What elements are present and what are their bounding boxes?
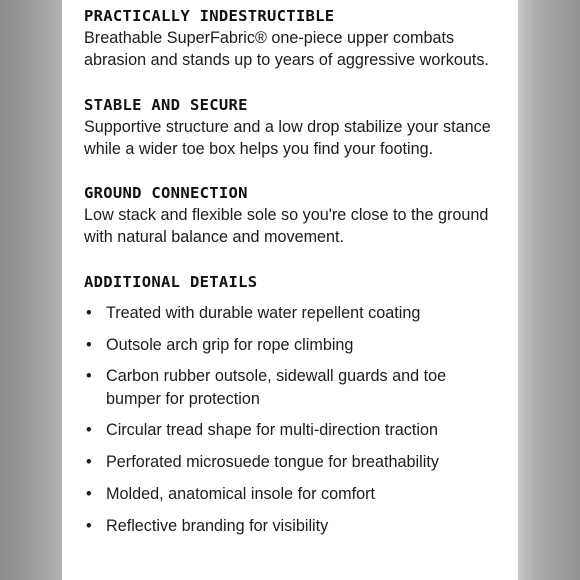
list-item [84, 451, 504, 473]
list-item [84, 302, 504, 324]
section-body: Breathable SuperFabric® one-piece upper combats abrasion and stands up to years of aggressive workouts. [84, 29, 489, 70]
section-stable-and-secure [84, 94, 504, 161]
product-details-panel [62, 0, 518, 580]
section-additional-details [84, 271, 504, 537]
list-item-text: Circular tread shape for multi-direction traction [106, 421, 438, 440]
section-heading: ADDITIONAL DETAILS [84, 272, 258, 291]
details-list [84, 302, 504, 537]
product-details-content [84, 5, 504, 559]
bullet-icon: • [86, 453, 92, 472]
section-body: Supportive structure and a low drop stabilize your stance while a wider toe box helps you find your footing. [84, 117, 491, 158]
list-item-text: Treated with durable water repellent coating [106, 303, 421, 322]
list-item [84, 334, 504, 356]
background-left [0, 0, 62, 580]
bullet-icon: • [86, 303, 92, 322]
bullet-icon: • [86, 367, 92, 386]
section-heading: PRACTICALLY INDESTRUCTIBLE [84, 7, 335, 25]
list-item [84, 419, 504, 441]
list-item-text: Outsole arch grip for rope climbing [106, 335, 354, 354]
list-item-text: Carbon rubber outsole, sidewall guards and toe bumper for protection [106, 367, 447, 408]
bullet-icon: • [86, 485, 92, 504]
section-body: Low stack and flexible sole so you're close to the ground with natural balance and movement. [84, 206, 489, 247]
list-item [84, 365, 504, 410]
background-right [518, 0, 580, 580]
bullet-icon: • [86, 421, 92, 440]
section-heading: STABLE AND SECURE [84, 95, 248, 114]
list-item-text: Perforated microsuede tongue for breathability [106, 453, 439, 472]
section-heading: GROUND CONNECTION [84, 184, 248, 203]
list-item-text: Molded, anatomical insole for comfort [106, 485, 376, 504]
list-item [84, 483, 504, 505]
bullet-icon: • [86, 516, 92, 535]
section-ground-connection [84, 182, 504, 249]
list-item-text: Reflective branding for visibility [106, 516, 329, 535]
section-practically-indestructible [84, 5, 504, 72]
bullet-icon: • [86, 335, 92, 354]
list-item [84, 515, 504, 537]
